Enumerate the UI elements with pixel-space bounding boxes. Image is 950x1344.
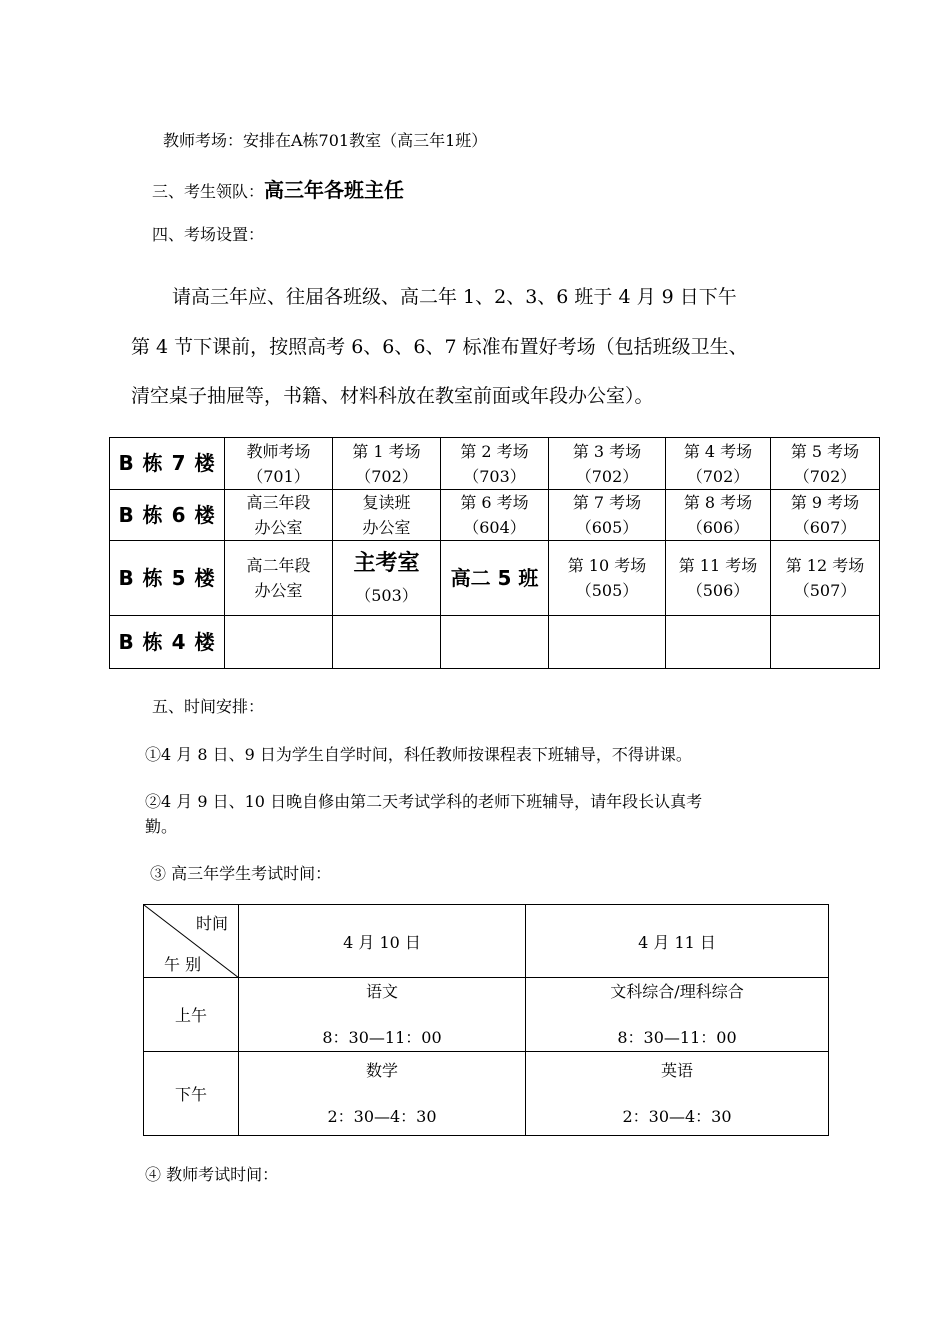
- room-cell: 第 5 考场 （702）: [771, 438, 880, 490]
- room-cell: [771, 616, 880, 669]
- room-cell: [549, 616, 666, 669]
- section3-label: 三、考生领队：: [152, 182, 265, 201]
- head-exam-room-cell: 主考室 （503）: [333, 541, 441, 616]
- table-row: [110, 490, 880, 541]
- exam-room-table: [109, 437, 880, 669]
- schedule-item-4: ④ 教师考试时间：: [145, 1165, 279, 1184]
- session-label: 下午: [144, 1052, 239, 1136]
- corner-top-label: 时间: [195, 914, 228, 933]
- room-cell: [666, 616, 771, 669]
- corner-header-cell: [144, 905, 239, 978]
- class-room-cell: 高二 5 班: [441, 541, 549, 616]
- floor-label: B 栋 7 楼: [110, 438, 225, 490]
- floor-label: B 栋 5 楼: [110, 541, 225, 616]
- room-cell: 复读班 办公室: [333, 490, 441, 541]
- section3-heading: [152, 174, 404, 203]
- table-row: [110, 438, 880, 490]
- table-row: [144, 1052, 829, 1136]
- teacher-room-line: 教师考场：安排在A栋701教室（高三年1班）: [163, 131, 488, 150]
- floor-label: B 栋 4 楼: [110, 616, 225, 669]
- room-cell: 第 4 考场 （702）: [666, 438, 771, 490]
- schedule-item-2-cont: 勤。: [145, 817, 178, 836]
- room-cell: 第 7 考场 （605）: [549, 490, 666, 541]
- schedule-item-1: ①4 月 8 日、9 日为学生自学时间，科任教师按课程表下班辅导，不得讲课。: [145, 745, 692, 764]
- room-cell: 高二年段 办公室: [225, 541, 333, 616]
- room-cell: 第 3 考场 （702）: [549, 438, 666, 490]
- room-cell: 教师考场 （701）: [225, 438, 333, 490]
- session-label: 上午: [144, 978, 239, 1052]
- room-cell: 第 8 考场 （606）: [666, 490, 771, 541]
- room-cell: [333, 616, 441, 669]
- paragraph-line-3: 清空桌子抽屉等，书籍、材料科放在教室前面或年段办公室）。: [131, 385, 654, 407]
- room-cell: 第 11 考场 （506）: [666, 541, 771, 616]
- exam-slot: 数学 2：30—4：30: [239, 1052, 526, 1136]
- date-header: 4 月 11 日: [526, 905, 829, 978]
- room-cell: [225, 616, 333, 669]
- room-cell: 第 6 考场 （604）: [441, 490, 549, 541]
- table-row: [144, 905, 829, 978]
- student-exam-schedule-table: [143, 904, 829, 1136]
- section5-heading: 五、时间安排：: [152, 697, 265, 716]
- room-cell: [441, 616, 549, 669]
- exam-slot: 语文 8：30—11：00: [239, 978, 526, 1052]
- room-cell: 第 2 考场 （703）: [441, 438, 549, 490]
- room-cell: 第 9 考场 （607）: [771, 490, 880, 541]
- table-row: [110, 616, 880, 669]
- room-cell: 第 12 考场 （507）: [771, 541, 880, 616]
- floor-label: B 栋 6 楼: [110, 490, 225, 541]
- schedule-item-3: ③ 高三年学生考试时间：: [150, 864, 332, 883]
- schedule-item-2: ②4 月 9 日、10 日晚自修由第二天考试学科的老师下班辅导，请年段长认真考: [145, 792, 703, 811]
- date-header: 4 月 10 日: [239, 905, 526, 978]
- exam-slot: 英语 2：30—4：30: [526, 1052, 829, 1136]
- table-row: [144, 978, 829, 1052]
- exam-slot: 文科综合/理科综合 8：30—11：00: [526, 978, 829, 1052]
- section4-heading: 四、考场设置：: [152, 225, 265, 244]
- paragraph-line-2: 第 4 节下课前，按照高考 6、6、6、7 标准布置好考场（包括班级卫生、: [131, 336, 748, 358]
- table-row: [110, 541, 880, 616]
- corner-bottom-label: 午 别: [164, 955, 202, 974]
- room-cell: 第 10 考场 （505）: [549, 541, 666, 616]
- paragraph-line-1: 请高三年应、往届各班级、高二年 1、2、3、6 班于 4 月 9 日下午: [172, 286, 737, 308]
- room-cell: 第 1 考场 （702）: [333, 438, 441, 490]
- section3-leaders: 高三年各班主任: [264, 178, 405, 202]
- room-cell: 高三年段 办公室: [225, 490, 333, 541]
